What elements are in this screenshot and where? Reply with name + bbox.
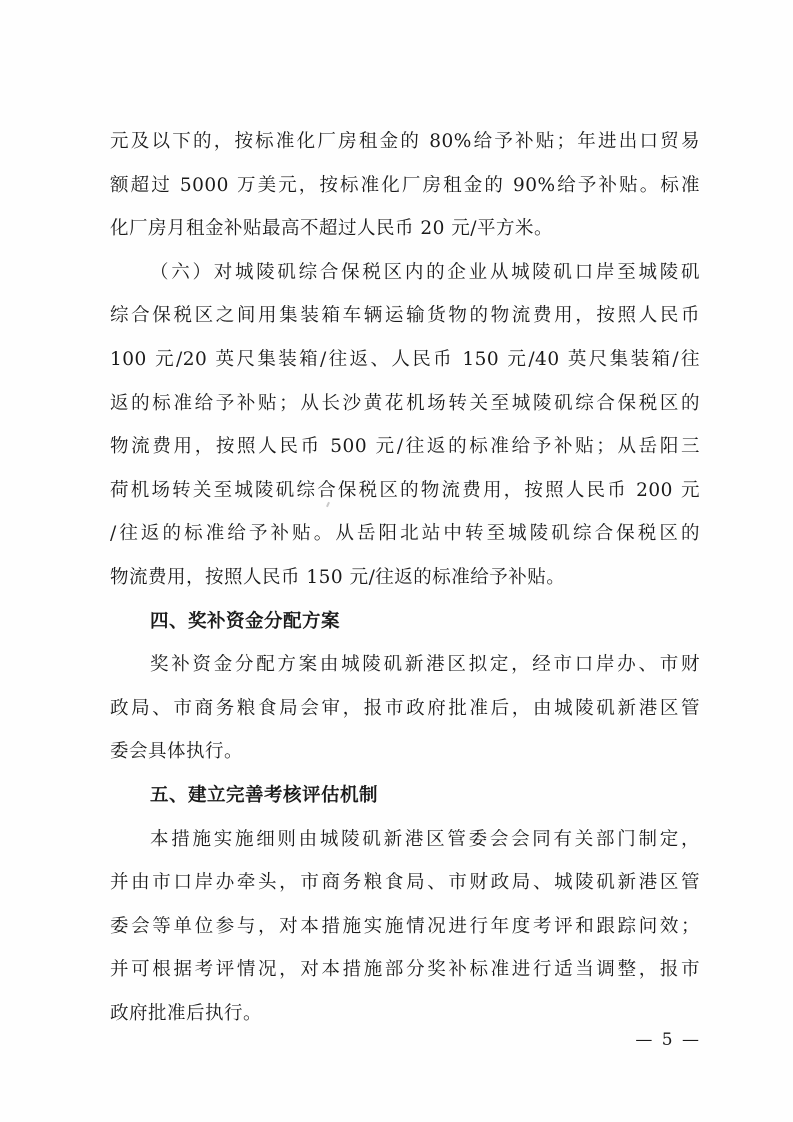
paragraph-line: （六）对城陵矶综合保税区内的企业从城陵矶口岸至城陵矶 xyxy=(150,261,700,283)
paragraph-line: 政局、市商务粮食局会审，报市政府批准后，由城陵矶新港区管 xyxy=(110,697,700,719)
paragraph-line: 奖补资金分配方案由城陵矶新港区拟定，经市口岸办、市财 xyxy=(150,654,700,676)
paragraph-line: 并可根据考评情况，对本措施部分奖补标准进行适当调整，报市 xyxy=(110,959,700,981)
paragraph-line: 委会等单位参与，对本措施实施情况进行年度考评和跟踪问效； xyxy=(110,915,700,937)
section-heading-5: 五、建立完善考核评估机制 xyxy=(150,784,379,806)
section-heading-4: 四、奖补资金分配方案 xyxy=(150,610,341,632)
document-body xyxy=(110,120,700,1035)
paragraph-line: 返的标准给予补贴；从长沙黄花机场转关至城陵矶综合保税区的 xyxy=(110,392,700,414)
paragraph-line: 物流费用，按照人民币 500 元/往返的标准给予补贴；从岳阳三 xyxy=(110,436,700,458)
paragraph-line: 化厂房月租金补贴最高不超过人民币 20 元/平方米。 xyxy=(110,218,554,240)
paragraph-line: 100 元/20 英尺集装箱/往返、人民币 150 元/40 英尺集装箱/往 xyxy=(110,348,700,370)
paragraph-line: 额超过 5000 万美元，按标准化厂房租金的 90%给予补贴。标准 xyxy=(110,174,700,196)
paragraph-line: 荷机场转关至城陵矶综合保税区的物流费用，按照人民币 200 元 xyxy=(110,479,700,501)
paragraph-line: 物流费用，按照人民币 150 元/往返的标准给予补贴。 xyxy=(110,566,566,588)
paragraph-line: 本措施实施细则由城陵矶新港区管委会会同有关部门制定， xyxy=(150,828,700,850)
paragraph-line: 综合保税区之间用集装箱车辆运输货物的物流费用，按照人民币 xyxy=(110,305,700,327)
paragraph-line: /往返的标准给予补贴。从岳阳北站中转至城陵矶综合保税区的 xyxy=(110,523,700,545)
paragraph-line: 委会具体执行。 xyxy=(110,741,244,763)
page-number: — 5 — xyxy=(635,1030,701,1050)
paragraph-line: 政府批准后执行。 xyxy=(110,1002,263,1024)
paragraph-line: 元及以下的，按标准化厂房租金的 80%给予补贴；年进出口贸易 xyxy=(110,131,700,152)
paragraph-line: 并由市口岸办牵头，市商务粮食局、市财政局、城陵矶新港区管 xyxy=(110,872,700,894)
